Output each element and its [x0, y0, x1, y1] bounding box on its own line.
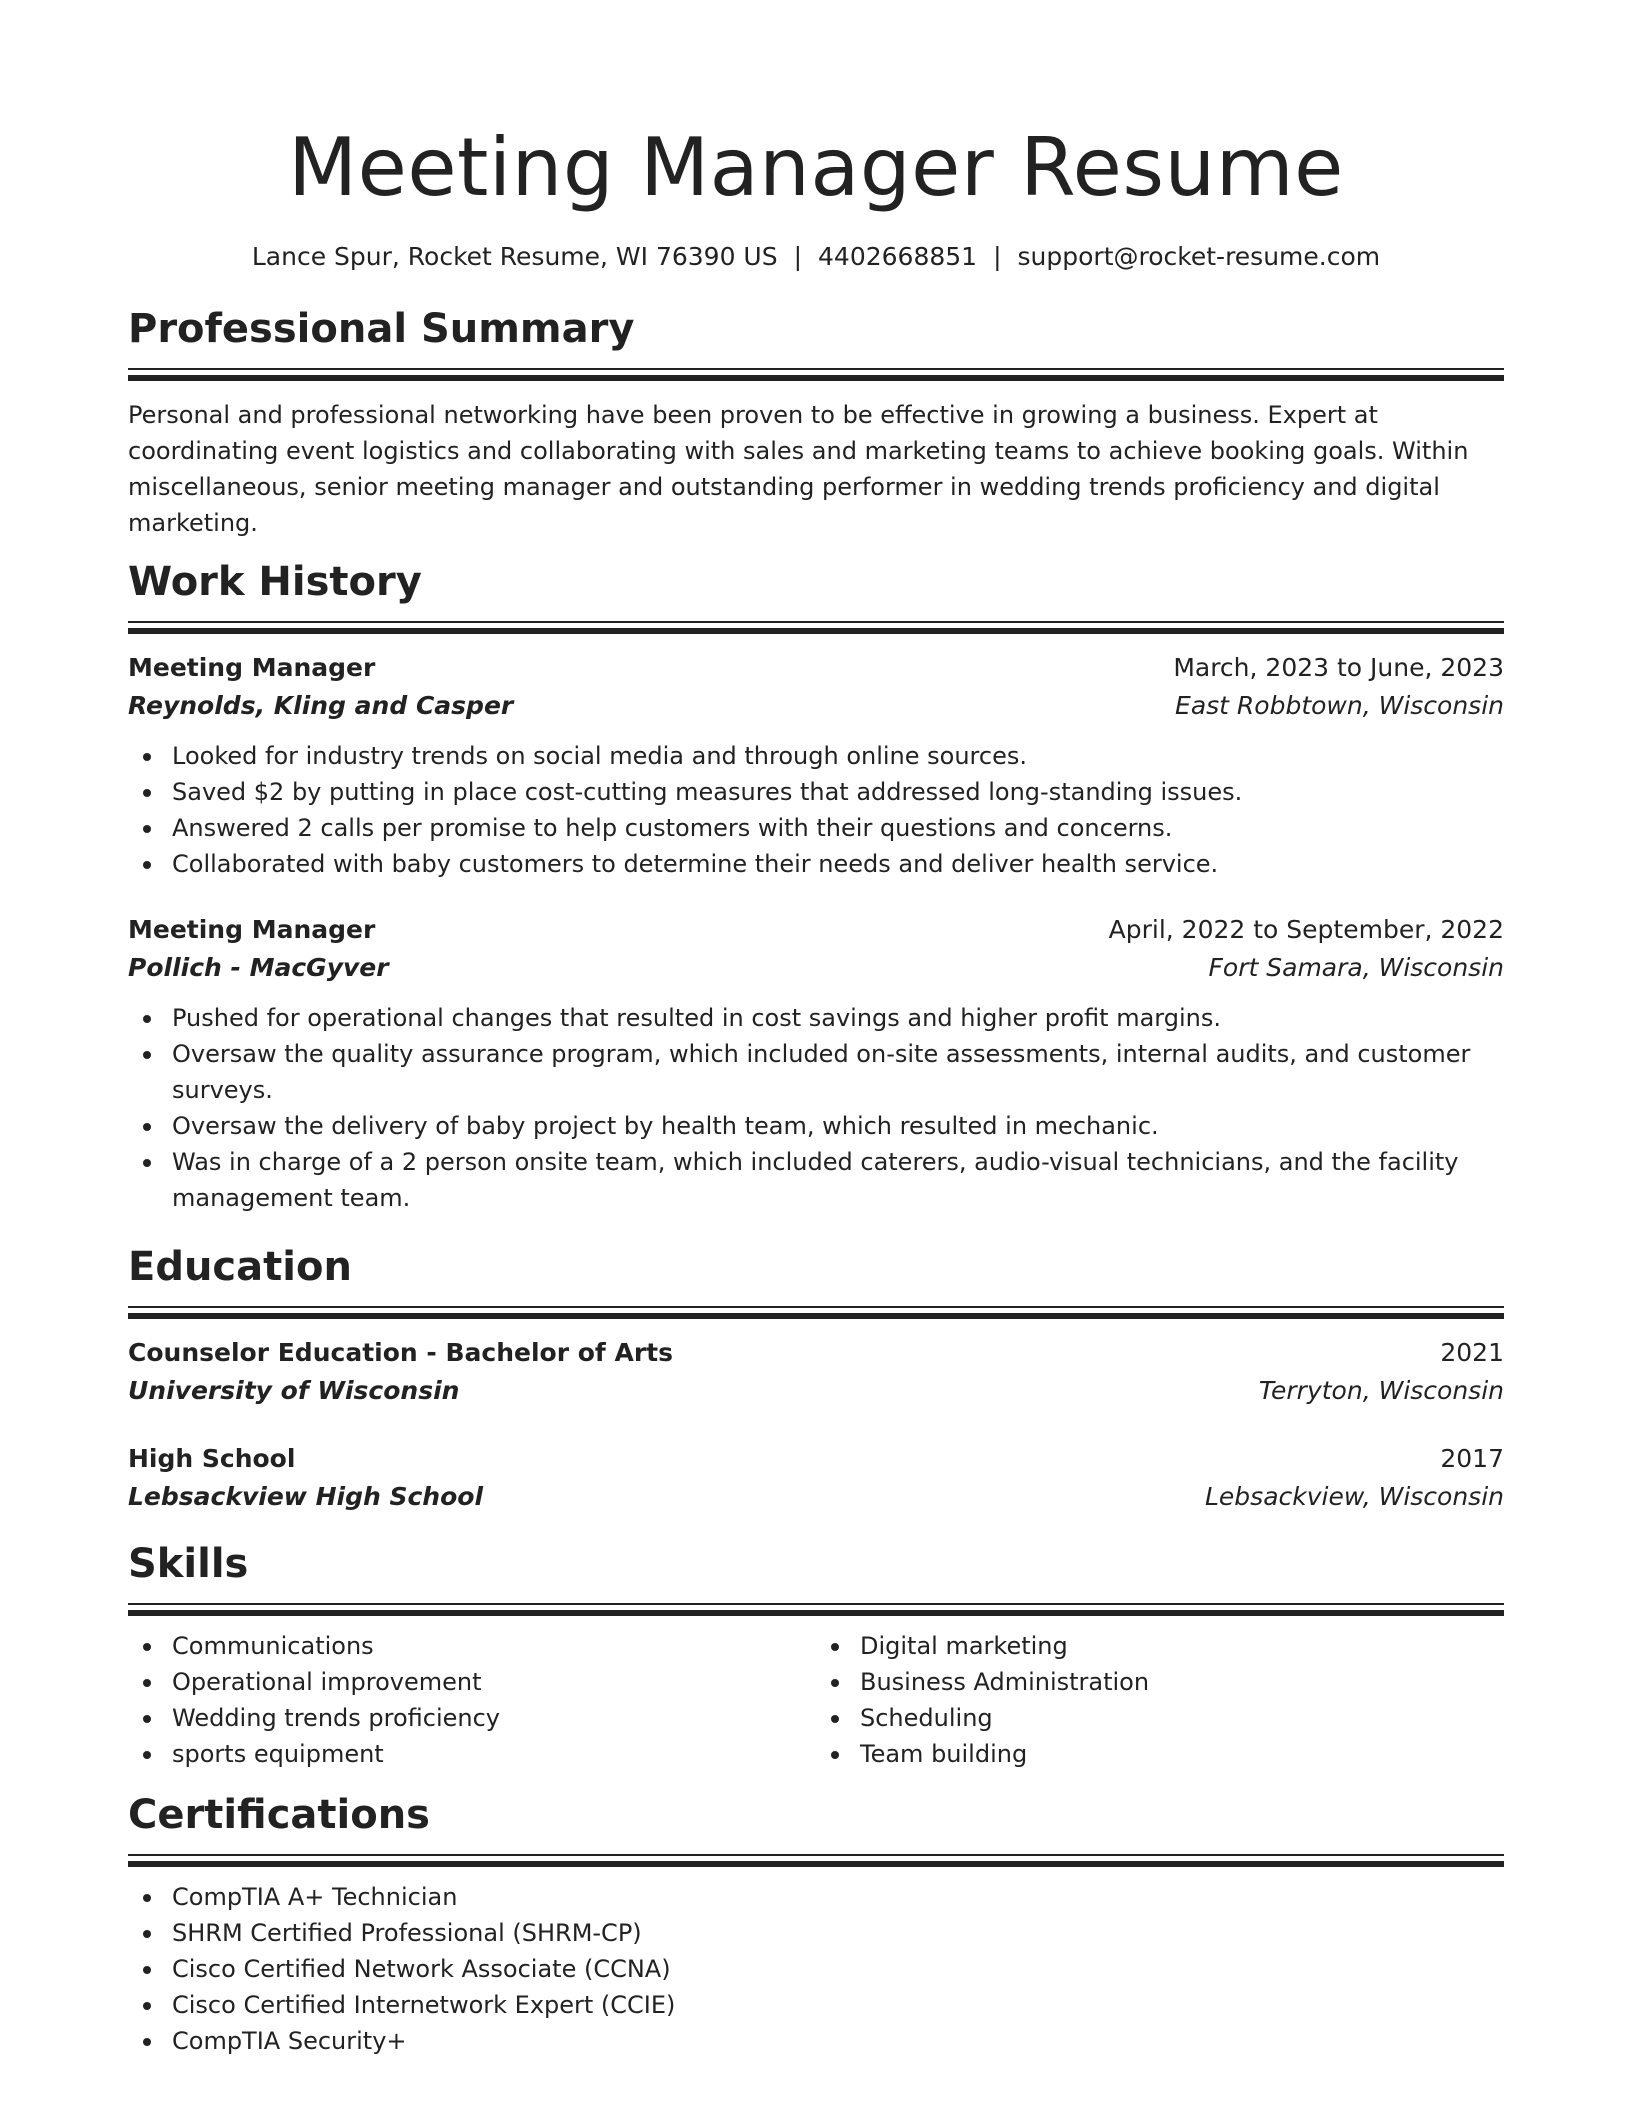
contact-separator: | — [993, 242, 1002, 271]
list-item: Saved $2 by putting in place cost-cutting measures that addressed long-standing issues. — [128, 774, 1504, 810]
education-location: Lebsackview, Wisconsin — [1205, 1482, 1504, 1511]
job-company: Pollich - MacGyver — [128, 953, 389, 982]
list-item: Cisco Certified Internetwork Expert (CCIE) — [128, 1987, 1504, 2023]
job-bullets — [128, 738, 1504, 882]
education-degree: Counselor Education - Bachelor of Arts — [128, 1338, 674, 1367]
list-item: Collaborated with baby customers to determine their needs and deliver health service. — [128, 846, 1504, 882]
list-item: Oversaw the delivery of baby project by health team, which resulted in mechanic. — [128, 1108, 1504, 1144]
job-dates: March, 2023 to June, 2023 — [1173, 653, 1504, 682]
section-divider — [128, 1306, 1504, 1319]
job-title: Meeting Manager — [128, 915, 376, 944]
section-divider — [128, 1603, 1504, 1616]
skills-grid — [128, 1628, 1504, 1772]
list-item: Communications — [128, 1628, 816, 1664]
job-entry — [128, 912, 1504, 1216]
list-item: sports equipment — [128, 1736, 816, 1772]
section-divider — [128, 1854, 1504, 1867]
skills-list-right — [816, 1628, 1504, 1772]
job-dates: April, 2022 to September, 2022 — [1108, 915, 1504, 944]
skills-section — [128, 1539, 1504, 1772]
list-item: Looked for industry trends on social media and through online sources. — [128, 738, 1504, 774]
contact-email[interactable]: support@rocket-resume.com — [1017, 242, 1381, 271]
education-section — [128, 1242, 1504, 1517]
job-title: Meeting Manager — [128, 653, 376, 682]
job-location: East Robbtown, Wisconsin — [1175, 691, 1504, 720]
list-item: CompTIA Security+ — [128, 2023, 1504, 2059]
list-item: Was in charge of a 2 person onsite team, which included caterers, audio-visual technicians, and the facility management team. — [128, 1144, 1504, 1216]
education-degree: High School — [128, 1444, 296, 1473]
section-divider — [128, 368, 1504, 381]
skills-list-left — [128, 1628, 816, 1772]
education-school: University of Wisconsin — [128, 1376, 460, 1405]
list-item: Cisco Certified Network Associate (CCNA) — [128, 1951, 1504, 1987]
list-item: Scheduling — [816, 1700, 1504, 1736]
certifications-list — [128, 1879, 1504, 2059]
job-bullets — [128, 1000, 1504, 1216]
section-divider — [128, 621, 1504, 634]
section-heading-work-history: Work History — [128, 559, 422, 605]
contact-phone[interactable]: 4402668851 — [818, 242, 978, 271]
summary-text: Personal and professional networking have been proven to be effective in growing a business. Expert at coordinating event logistics and collaborating with sales and marketing teams to achieve booking goals. Within miscellaneous, senior meeting manager and outstanding performer in wedding trends proficiency and digital marketing. — [128, 401, 1469, 537]
list-item: Wedding trends proficiency — [128, 1700, 816, 1736]
contact-line — [128, 240, 1504, 274]
resume-title: Meeting Manager Resume — [288, 121, 1344, 214]
list-item: SHRM Certified Professional (SHRM-CP) — [128, 1915, 1504, 1951]
job-location: Fort Samara, Wisconsin — [1208, 953, 1504, 982]
list-item: Operational improvement — [128, 1664, 816, 1700]
list-item: Answered 2 calls per promise to help customers with their questions and concerns. — [128, 810, 1504, 846]
education-year: 2021 — [1440, 1338, 1504, 1367]
education-entry — [128, 1441, 1504, 1517]
list-item: Digital marketing — [816, 1628, 1504, 1664]
contact-separator: | — [793, 242, 803, 271]
list-item: CompTIA A+ Technician — [128, 1879, 1504, 1915]
certifications-section — [128, 1790, 1504, 2059]
work-history-section — [128, 557, 1504, 1216]
education-location: Terryton, Wisconsin — [1258, 1376, 1504, 1405]
section-heading-certifications: Certifications — [128, 1792, 430, 1838]
list-item: Oversaw the quality assurance program, which included on-site assessments, internal audits, and customer surveys. — [128, 1036, 1504, 1108]
list-item: Business Administration — [816, 1664, 1504, 1700]
section-heading-summary: Professional Summary — [128, 306, 635, 352]
section-heading-skills: Skills — [128, 1541, 249, 1587]
job-entry — [128, 650, 1504, 882]
education-year: 2017 — [1440, 1444, 1504, 1473]
job-company: Reynolds, Kling and Casper — [128, 691, 514, 720]
education-entry — [128, 1335, 1504, 1411]
education-school: Lebsackview High School — [128, 1482, 484, 1511]
list-item: Team building — [816, 1736, 1504, 1772]
summary-section — [128, 304, 1504, 541]
contact-address: Lance Spur, Rocket Resume, WI 76390 US — [251, 242, 778, 271]
list-item: Pushed for operational changes that resulted in cost savings and higher profit margins. — [128, 1000, 1504, 1036]
section-heading-education: Education — [128, 1244, 352, 1290]
